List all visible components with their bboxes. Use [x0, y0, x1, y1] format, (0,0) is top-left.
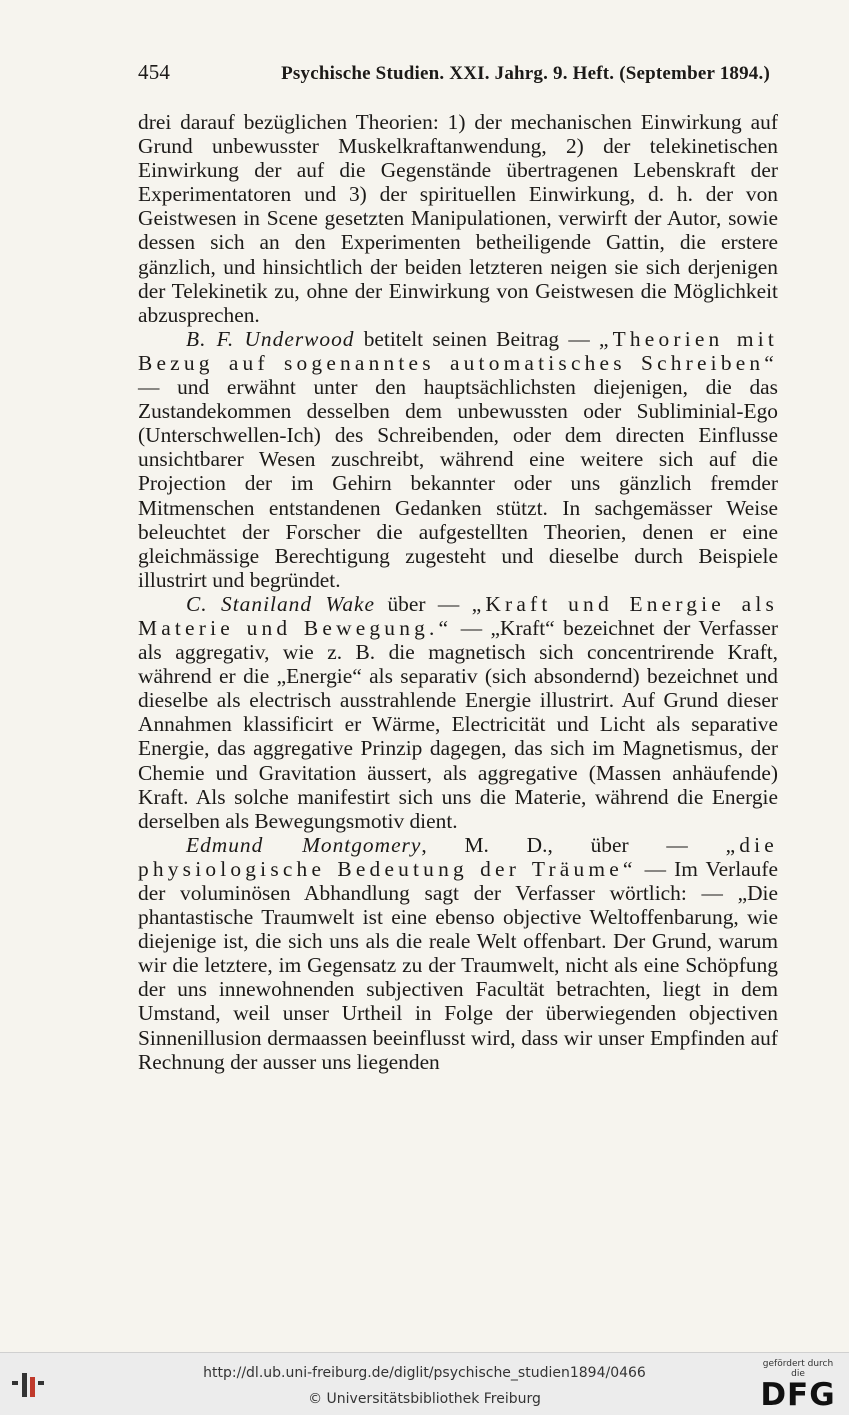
article-title-wake: „Kraft und Energie als Materie und Bewegung.“ — [138, 591, 778, 640]
viewer-footer — [0, 1352, 849, 1415]
paragraph-3-mid: über — — [375, 591, 472, 616]
running-title: Psychische Studien. XXI. Jahrg. 9. Heft. (September 1894.) — [281, 63, 770, 84]
dfg-logo — [755, 1359, 841, 1411]
author-underwood: B. F. Underwood — [186, 326, 355, 351]
body-text — [138, 110, 778, 1074]
dfg-funding-label: gefördert durch die — [762, 1359, 834, 1379]
paragraph-4-rest: — Im Verlaufe der voluminösen Abhandlung sagt der Verfasser wörtlich: — „Die phantastische Traumwelt ist eine ebenso objective Weltoffenbarung, wie diejenige ist, die sich uns als die reale Welt offenbart. Der Grund, warum wir die letztere, im Gegensatz zu der Traumwelt, nicht als eine Schöpfung der uns innewohnenden subjectiven Facultät betrachten, liegt in dem Umstand, weil unser Urtheil in Folge der überwiegenden objectiven Sinnenillusion dermaassen beeinflusst wird, dass wir unser Empfinden auf Rechnung der ausser uns liegenden — [138, 856, 778, 1074]
permalink-url[interactable]: http://dl.ub.uni-freiburg.de/diglit/psychische_studien1894/0466 — [203, 1365, 646, 1381]
paragraph-2 — [138, 327, 778, 592]
paragraph-4 — [138, 833, 778, 1074]
article-title-underwood: „Theorien mit Bezug auf sogenanntes automatisches Schreiben“ — [138, 326, 778, 375]
paragraph-1: drei darauf bezüglichen Theorien: 1) der mechanischen Einwirkung auf Grund unbewusster Muskelkraftanwendung, 2) der telekinetischen Einwirkung der auf die Gegenstände übertragenen Lebenskraft der Experimentatoren und 3) der spirituellen Einwirkung, d. h. der von Geistwesen in Scene gesetzten Manipulationen, verwirft der Autor, sowie dessen sich an den Experimenten betheiligende Gattin, die erstere gänzlich, und hinsichtlich der beiden letzteren neigen sie sich derjenigen der Telekinetik zu, ohne der Einwirkung von Geistwesen die Möglichkeit abzusprechen. — [138, 110, 778, 327]
dfg-logo-text: DFG — [760, 1377, 836, 1413]
paragraph-4-mid: , M. D., über — — [421, 832, 726, 857]
paragraph-3 — [138, 592, 778, 833]
paragraph-2-mid: betitelt seinen Beitrag — — [354, 326, 599, 351]
author-wake: C. Staniland Wake — [186, 591, 376, 616]
running-header — [138, 60, 770, 88]
paragraph-3-rest: — „Kraft“ bezeichnet der Verfasser als aggregativ, wie z. B. die magnetisch sich concentrirende Kraft, während er die „Energie“ als separativ (sich absondernd) bezeichnet und dieselbe als electrisch ausstrahlende Energie illustrirt. Auf Grund dieser Annahmen klassificirt er Wärme, Electricität und Licht als separative Energie, das aggregative Prinzip dagegen, das sich im Magnetismus, der Chemie und Gravitation äussert, als aggregative (Massen anhäufende) Kraft. Als solche manifestirt sich uns die Materie, während die Energie derselben als Bewegungsmotiv dient. — [138, 615, 778, 833]
author-montgomery: Edmund Montgomery — [186, 832, 422, 857]
article-title-montgomery: „die physiologische Bedeutung der Träume“ — [138, 832, 778, 881]
copyright-notice: © Universitätsbibliothek Freiburg — [308, 1391, 541, 1407]
page-number: 454 — [138, 60, 171, 84]
paragraph-2-rest: — und erwähnt unter den hauptsächlichsten diejenigen, die das Zustandekommen desselben dem unbewussten oder Subliminial-Ego (Unterschwellen-Ich) des Schreibenden, oder dem directen Einflusse unsichtbarer Wesen zuschreibt, während eine weitere sich auf die Projection der im Gehirn bekannter oder uns gänzlich fremder Mitmenschen entstandenen Gedanken stützt. In sachgemässer Weise beleuchtet der Forscher die aufgestellten Theorien, denen er eine gleichmässige Berechtigung zugesteht und dieselbe durch Beispiele illustrirt und begründet. — [138, 375, 778, 592]
